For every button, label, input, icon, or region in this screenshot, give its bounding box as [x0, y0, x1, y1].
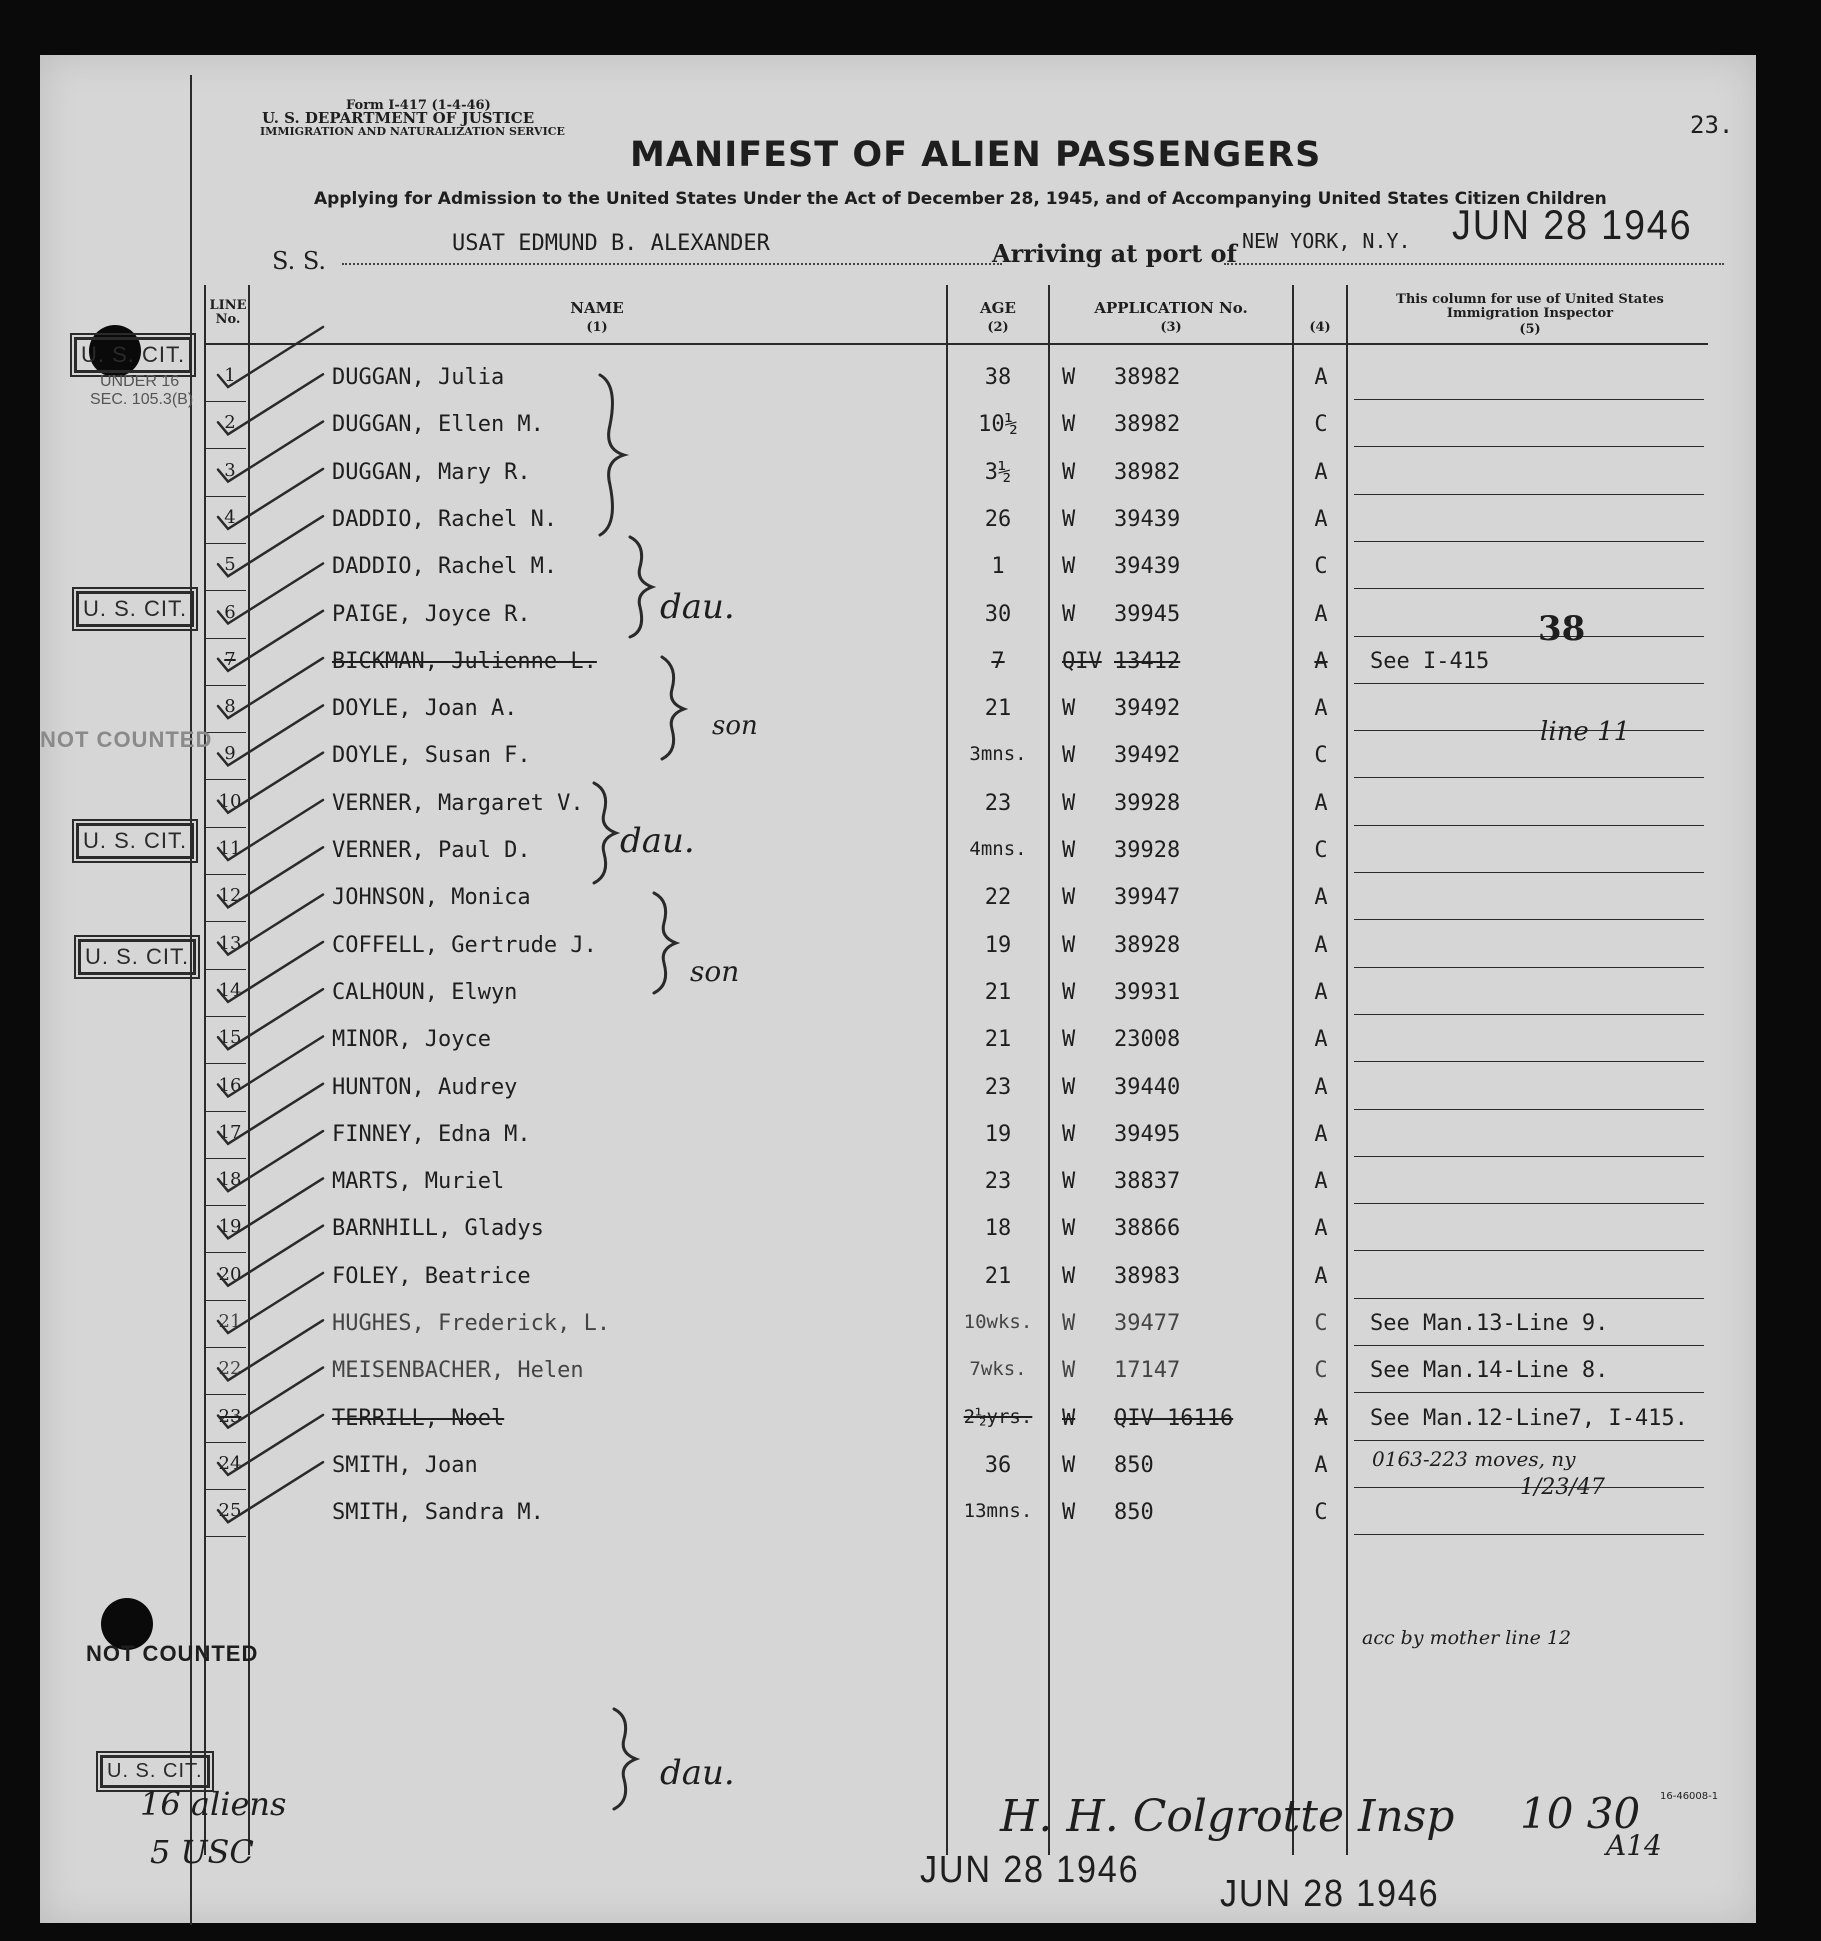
handwritten-terrill-note: acc by mother line 12 — [1362, 1627, 1572, 1649]
line-number: 17 — [218, 1121, 242, 1143]
passenger-age: 10½ — [978, 412, 1018, 438]
col-header-age: AGE — [980, 299, 1016, 317]
class-code: A — [1314, 648, 1328, 674]
visa-type: W — [1062, 365, 1076, 390]
visa-type: W — [1062, 885, 1076, 911]
class-code: C — [1314, 554, 1328, 580]
visa-type: W — [1062, 1500, 1076, 1526]
col-header-4: (4) — [1309, 320, 1331, 335]
handwritten-dau-3: dau. — [660, 1753, 735, 1793]
line-number: 9 — [224, 743, 236, 765]
visa-type: W — [1062, 412, 1076, 438]
visa-type: W — [1062, 506, 1076, 532]
handwritten-son-1: son — [712, 711, 758, 741]
us-cit-stamp-3: U. S. CIT. — [76, 823, 194, 859]
line-number: 2 — [224, 412, 236, 434]
passenger-age: 7wks. — [969, 1358, 1027, 1381]
passenger-name: MARTS, Muriel — [332, 1169, 505, 1195]
passenger-age: 22 — [984, 885, 1012, 911]
passenger-name: VERNER, Margaret V. — [332, 790, 584, 816]
class-code: A — [1314, 365, 1328, 390]
line-number: 22 — [218, 1358, 242, 1380]
line-number: 4 — [224, 506, 236, 528]
passenger-age: 7 — [991, 648, 1005, 674]
application-number: QIV 16116 — [1114, 1405, 1234, 1431]
line-number: 25 — [218, 1500, 242, 1522]
application-number: 38866 — [1114, 1216, 1181, 1242]
visa-type: W — [1062, 1311, 1076, 1336]
application-number: 39947 — [1114, 885, 1181, 911]
ship-label: S. S. — [272, 247, 327, 275]
under-16-note: UNDER 16 — [100, 373, 180, 390]
passenger-name: TERRILL, Noel — [332, 1405, 505, 1431]
application-number: 39945 — [1114, 601, 1181, 627]
application-number: 850 — [1114, 1500, 1154, 1526]
line-number: 14 — [218, 979, 242, 1001]
application-number: 38982 — [1114, 365, 1181, 390]
application-number: 38983 — [1114, 1263, 1181, 1289]
class-code: C — [1314, 412, 1328, 438]
class-code: A — [1314, 1074, 1328, 1100]
line-number: 24 — [218, 1452, 242, 1474]
visa-type: W — [1062, 696, 1076, 722]
class-code: A — [1314, 885, 1328, 911]
visa-type: W — [1062, 1121, 1076, 1147]
bottom-date-stamp-2: JUN 28 1946 — [1220, 1873, 1440, 1915]
line-number: 3 — [224, 459, 236, 481]
visa-type: W — [1062, 601, 1076, 627]
class-code: A — [1314, 696, 1328, 722]
service-name: IMMIGRATION AND NATURALIZATION SERVICE — [260, 125, 565, 138]
page-title: MANIFEST OF ALIEN PASSENGERS — [630, 135, 1322, 175]
page-subtitle: Applying for Admission to the United States Under the Act of December 28, 1945, and of Accompanying United States Citizen Children — [314, 189, 1607, 209]
line-number: 15 — [218, 1027, 242, 1049]
passenger-age: 4mns. — [969, 838, 1027, 860]
passenger-name: DADDIO, Rachel N. — [332, 506, 558, 532]
page-number: 23. — [1690, 111, 1734, 139]
form-number: Form I-417 (1-4-46) — [346, 98, 491, 113]
passenger-name: DUGGAN, Julia — [332, 365, 505, 390]
passenger-name: SMITH, Joan — [332, 1452, 478, 1478]
handwritten-dau-1: dau. — [660, 587, 735, 627]
line-number: 18 — [218, 1169, 242, 1191]
line-number: 8 — [224, 696, 236, 718]
class-code: C — [1314, 1500, 1328, 1526]
passenger-name: VERNER, Paul D. — [332, 838, 531, 863]
line-number: 5 — [224, 554, 236, 576]
passenger-age: 23 — [984, 1169, 1012, 1195]
line-number: 21 — [218, 1311, 242, 1332]
arrival-date-stamp: JUN 28 1946 — [1452, 201, 1693, 248]
sec-note: SEC. 105.3(B) — [90, 391, 194, 408]
class-code: A — [1314, 601, 1328, 627]
handwritten-foley-note-2: 1/23/47 — [1520, 1475, 1605, 1500]
application-number: 39928 — [1114, 790, 1181, 816]
visa-type: W — [1062, 838, 1076, 863]
passenger-name: JOHNSON, Monica — [332, 885, 531, 911]
passenger-age: 21 — [984, 1263, 1012, 1289]
passenger-name: FINNEY, Edna M. — [332, 1121, 531, 1147]
line-number: 16 — [218, 1074, 242, 1096]
passenger-name: DUGGAN, Mary R. — [332, 459, 531, 485]
visa-type: W — [1062, 459, 1076, 485]
inspector-remark: See Man.14-Line 8. — [1370, 1358, 1609, 1384]
line-number: 7 — [224, 648, 236, 670]
handwritten-line11: line 11 — [1540, 717, 1631, 747]
visa-type: W — [1062, 1452, 1076, 1478]
line-number: 23 — [218, 1405, 242, 1427]
line-number: 11 — [218, 838, 242, 859]
class-code: C — [1314, 838, 1328, 863]
inspector-signature: H. H. Colgrotte Insp — [1000, 1791, 1455, 1842]
class-code: C — [1314, 743, 1328, 769]
application-number: 39495 — [1114, 1121, 1181, 1147]
passenger-name: BARNHILL, Gladys — [332, 1216, 544, 1242]
not-counted-stamp: NOT COUNTED — [86, 1641, 259, 1666]
class-code: A — [1314, 1452, 1328, 1478]
line-number: 19 — [218, 1216, 242, 1238]
visa-type: W — [1062, 1169, 1076, 1195]
passenger-name: DUGGAN, Ellen M. — [332, 412, 544, 438]
class-code: A — [1314, 1027, 1328, 1053]
passenger-name: DOYLE, Susan F. — [332, 743, 531, 769]
line-number: 1 — [224, 365, 236, 386]
visa-type: W — [1062, 1263, 1076, 1289]
passenger-name: DADDIO, Rachel M. — [332, 554, 558, 580]
col-header-line: LINE No. — [209, 298, 247, 327]
passenger-age: 3½ — [984, 459, 1012, 485]
handwritten-time: 10 30 — [1520, 1789, 1641, 1838]
application-number: 39492 — [1114, 743, 1181, 769]
us-cit-stamp-4: U. S. CIT. — [78, 939, 196, 975]
passenger-name: HUGHES, Frederick, L. — [332, 1311, 611, 1336]
visa-type: W — [1062, 1358, 1076, 1384]
passenger-name: FOLEY, Beatrice — [332, 1263, 531, 1289]
port-name: NEW YORK, N.Y. — [1242, 229, 1411, 253]
us-cit-stamp-1: U. S. CIT. — [74, 337, 192, 373]
visa-type: W — [1062, 979, 1076, 1005]
application-number: 39440 — [1114, 1074, 1181, 1100]
col-header-application: APPLICATION No. — [1094, 299, 1248, 317]
class-code: A — [1314, 1263, 1328, 1289]
visa-type: W — [1062, 1405, 1076, 1431]
line-number: 6 — [224, 601, 236, 623]
line-number: 13 — [218, 932, 242, 954]
application-number: 39439 — [1114, 554, 1181, 580]
passenger-name: SMITH, Sandra M. — [332, 1500, 544, 1526]
passenger-age: 13mns. — [963, 1500, 1033, 1523]
visa-type: QIV — [1062, 648, 1102, 674]
line-number: 12 — [218, 885, 242, 907]
passenger-name: CALHOUN, Elwyn — [332, 979, 518, 1005]
class-code: A — [1314, 790, 1328, 816]
application-number: 39928 — [1114, 838, 1181, 863]
visa-type: W — [1062, 1074, 1076, 1100]
passenger-age: 18 — [984, 1216, 1012, 1242]
form-code: 16-46008-1 — [1660, 1791, 1719, 1802]
visa-type: W — [1062, 554, 1076, 580]
passenger-age: 2½yrs. — [963, 1405, 1033, 1428]
class-code: A — [1314, 1169, 1328, 1195]
port-label: Arriving at port of — [992, 239, 1237, 268]
bottom-date-stamp-1: JUN 28 1946 — [920, 1849, 1140, 1891]
class-code: A — [1314, 459, 1328, 485]
passenger-age: 21 — [984, 979, 1012, 1005]
handwritten-dau-2: dau. — [620, 821, 695, 861]
visa-type: W — [1062, 932, 1076, 958]
passenger-name: MINOR, Joyce — [332, 1027, 491, 1053]
visa-type: W — [1062, 790, 1076, 816]
class-code: A — [1314, 1216, 1328, 1242]
class-code: A — [1314, 979, 1328, 1005]
col-header-name: NAME — [570, 299, 624, 317]
handwritten-foley-note-1: 0163-223 moves, ny — [1372, 1447, 1576, 1471]
ship-name: USAT EDMUND B. ALEXANDER — [452, 231, 770, 256]
check-mark — [218, 327, 323, 387]
manifest-page — [40, 55, 1756, 1923]
line-number: 10 — [218, 790, 242, 812]
passenger-name: HUNTON, Audrey — [332, 1074, 518, 1100]
col-header-age-num: (2) — [987, 320, 1009, 335]
passenger-age: 38 — [984, 365, 1012, 390]
visa-type: W — [1062, 743, 1076, 769]
passenger-age: 3mns. — [969, 743, 1027, 766]
passenger-name: BICKMAN, Julienne L. — [332, 648, 597, 674]
application-number: 17147 — [1114, 1358, 1181, 1384]
us-cit-stamp-5: U. S. CIT. — [100, 1755, 210, 1788]
application-number: 23008 — [1114, 1027, 1181, 1053]
passenger-age: 26 — [984, 506, 1012, 532]
passenger-name: PAIGE, Joyce R. — [332, 601, 531, 627]
class-code: C — [1314, 1311, 1328, 1336]
class-code: A — [1314, 932, 1328, 958]
col-header-app-num: (3) — [1160, 320, 1182, 335]
passenger-age: 21 — [984, 1027, 1012, 1053]
passenger-name: DOYLE, Joan A. — [332, 696, 518, 722]
passenger-age: 19 — [984, 1121, 1012, 1147]
passenger-age: 10wks. — [963, 1311, 1033, 1333]
inspector-count-38: 38 — [1538, 609, 1586, 649]
handwritten-tally-usc: 5 USC — [150, 1833, 254, 1871]
application-number: 13412 — [1114, 648, 1181, 674]
class-code: A — [1314, 1121, 1328, 1147]
handwritten-son-2: son — [690, 955, 740, 988]
passenger-age: 23 — [984, 790, 1012, 816]
application-number: 39931 — [1114, 979, 1181, 1005]
application-number: 39439 — [1114, 506, 1181, 532]
department-name: U. S. DEPARTMENT OF JUSTICE — [262, 109, 535, 127]
application-number: 38982 — [1114, 459, 1181, 485]
not-counted-faded-stamp: NOT COUNTED — [40, 727, 213, 752]
passenger-age: 30 — [984, 601, 1012, 627]
application-number: 38982 — [1114, 412, 1181, 438]
class-code: A — [1314, 506, 1328, 532]
passenger-name: MEISENBACHER, Helen — [332, 1358, 584, 1384]
passenger-age: 21 — [984, 696, 1012, 722]
handwritten-tally-aliens: 16 aliens — [140, 1785, 287, 1823]
us-cit-stamp-2: U. S. CIT. — [76, 591, 194, 627]
inspector-remark: See I-415 — [1370, 648, 1490, 674]
col-header-inspector: This column for use of United States Immigration Inspector — [1396, 292, 1664, 321]
handwritten-time-2: A14 — [1606, 1829, 1662, 1862]
class-code: A — [1314, 1405, 1328, 1431]
inspector-remark: See Man.13-Line 9. — [1370, 1311, 1609, 1336]
check-marks — [40, 55, 1756, 1923]
application-number: 850 — [1114, 1452, 1154, 1478]
application-number: 39492 — [1114, 696, 1181, 722]
passenger-age: 19 — [984, 932, 1012, 958]
application-number: 39477 — [1114, 1311, 1181, 1336]
line-number: 20 — [218, 1263, 242, 1285]
visa-type: W — [1062, 1027, 1076, 1053]
inspector-remark: See Man.12-Line7, I-415. — [1370, 1405, 1688, 1431]
application-number: 38928 — [1114, 932, 1181, 958]
visa-type: W — [1062, 1216, 1076, 1242]
passenger-age: 1 — [991, 554, 1005, 580]
col-header-name-num: (1) — [586, 320, 608, 335]
application-number: 38837 — [1114, 1169, 1181, 1195]
passenger-name: COFFELL, Gertrude J. — [332, 932, 597, 958]
passenger-age: 23 — [984, 1074, 1012, 1100]
col-header-inspector-num: (5) — [1519, 322, 1541, 337]
class-code: C — [1314, 1358, 1328, 1384]
passenger-age: 36 — [984, 1452, 1012, 1478]
